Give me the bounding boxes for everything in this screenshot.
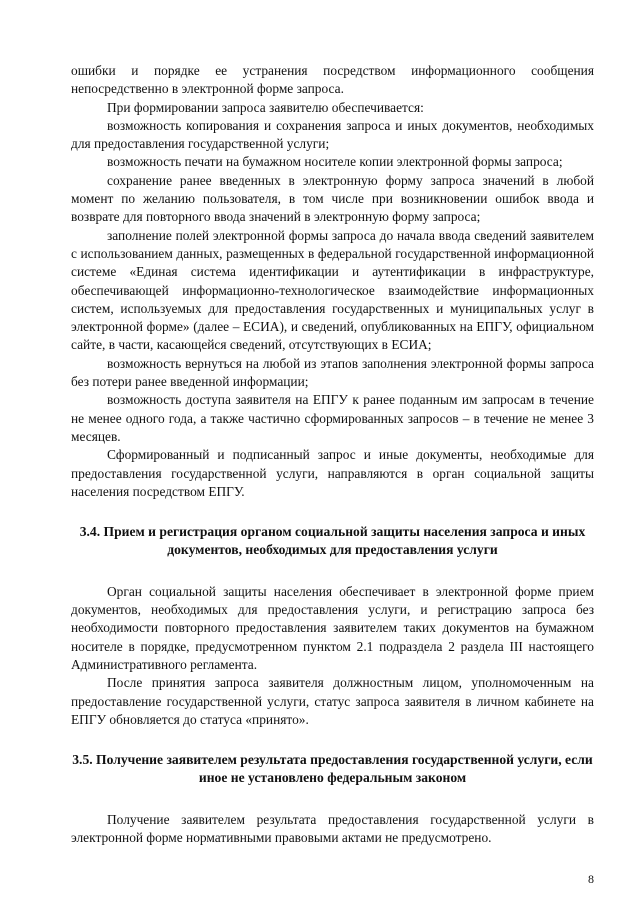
paragraph: возможность печати на бумажном носителе копии электронной формы запроса; bbox=[107, 154, 563, 170]
paragraph: сохранение ранее введенных в электронную форму запроса значений в любой момент по желанию пользователя, в том числе при возникновении ошибок ввода и возврате для повторного ввода значений в электронную форму запроса; bbox=[71, 172, 594, 225]
paragraph: заполнение полей электронной формы запроса до начала ввода сведений заявителем с использованием данных, размещенных в федеральной государственной информационной системе «Единая система идентификации и аутентификации в инфраструктуре, обеспечивающей информационно-технологическое взаимодействие информационных систем, используемых для предоставления государственных и муниципальных услуг в электронной форме» (далее – ЕСИА), и сведений, опубликованных на ЕПГУ, официальном сайте, в части, касающейся сведений, отсутствующих в ЕСИА; bbox=[71, 227, 594, 353]
paragraph: Орган социальной защиты населения обеспечивает в электронной форме прием документов, необходимых для предоставления услуги, и регистрацию запроса без необходимости повторного предоставления заявителем таких документов на бумажном носителе в порядке, предусмотренном пунктом 2.1 подраздела 2 раздела III настоящего Административного регламента. bbox=[71, 583, 594, 672]
page-number: 8 bbox=[588, 872, 594, 886]
paragraph: Получение заявителем результата предоставления государственной услуги в электронной форме нормативными правовыми актами не предусмотрено. bbox=[71, 811, 594, 845]
paragraph: возможность доступа заявителя на ЕПГУ к ранее поданным им запросам в течение не менее одного года, а также частично сформированных запросов – в течение не менее 3 месяцев. bbox=[71, 392, 594, 444]
document-page bbox=[71, 62, 594, 847]
paragraph: При формировании запроса заявителю обеспечивается: bbox=[107, 99, 424, 115]
paragraph-continuation: ошибки и порядке ее устранения посредством информационного сообщения непосредственно в электронной форме запроса. bbox=[71, 63, 594, 97]
paragraph: возможность вернуться на любой из этапов заполнения электронной формы запроса без потери ранее введенной информации; bbox=[71, 355, 594, 390]
section-heading-3-4: 3.4. Прием и регистрация органом социальной защиты населения запроса и иных документов, необходимых для предоставления услуги bbox=[79, 524, 586, 558]
section-heading-3-5: 3.5. Получение заявителем результата предоставления государственной услуги, если иное не установлено федеральным законом bbox=[72, 752, 593, 786]
paragraph: возможность копирования и сохранения запроса и иных документов, необходимых для предоставления государственной услуги; bbox=[71, 117, 594, 152]
paragraph: После принятия запроса заявителя должностным лицом, уполномоченным на предоставление государственной услуги, статус запроса заявителя в личном кабинете на ЕПГУ обновляется до статуса «принято». bbox=[71, 675, 594, 727]
paragraph: Сформированный и подписанный запрос и иные документы, необходимые для предоставления государственной услуги, направляются в орган социальной защиты населения посредством ЕПГУ. bbox=[71, 447, 594, 499]
